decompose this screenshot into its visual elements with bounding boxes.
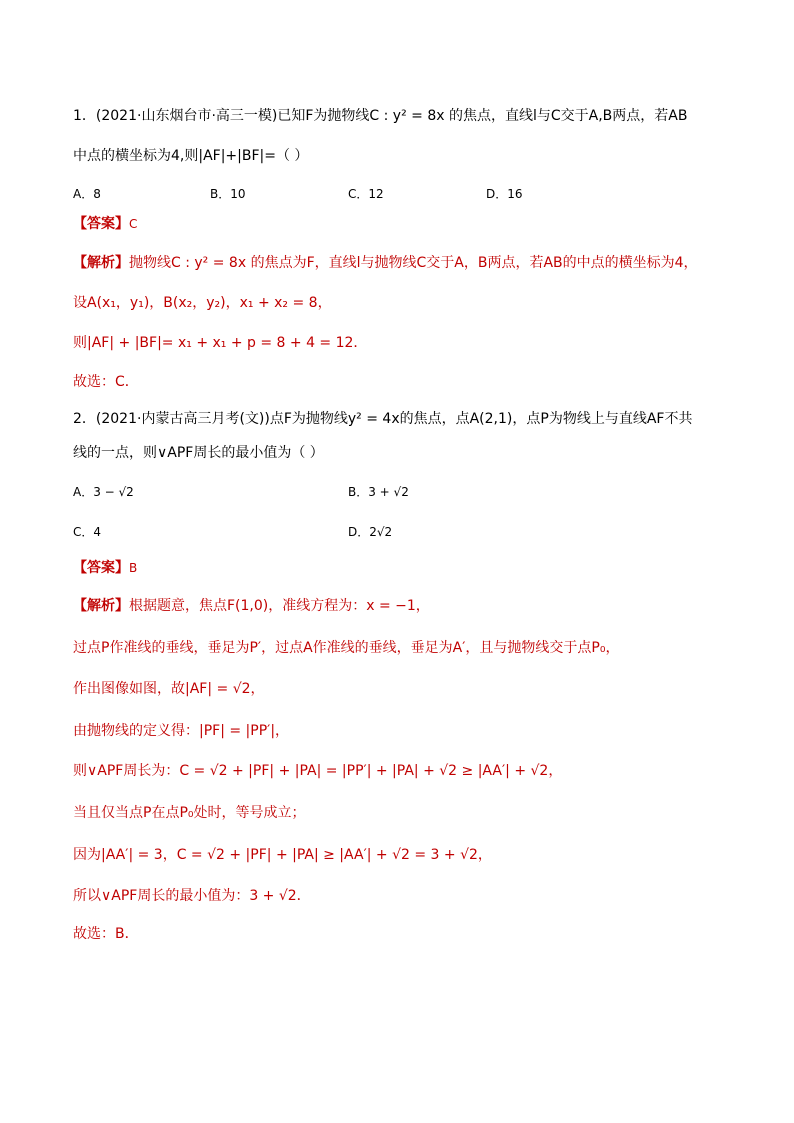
q1-analysis-line-1 [73, 253, 698, 273]
q2-analysis-line-8: 所以∨APF周长的最小值为：3 + √2． [73, 888, 311, 904]
q2-analysis-text-1: 根据题意，焦点F(1,0)，准线方程为：x = −1， [129, 598, 430, 614]
q2-option-d: D．2√2 [348, 525, 393, 539]
q1-analysis-label: 【解析】 [73, 255, 129, 271]
q2-analysis-line-4: 由抛物线的定义得：|PF| = |PP′|， [73, 723, 290, 739]
q1-option-a: A．8 [73, 187, 101, 201]
q2-analysis-line-2: 过点P作准线的垂线，垂足为P′，过点A作准线的垂线，垂足为A′，且与抛物线交于点P₀， [73, 640, 620, 656]
q2-analysis-line-3: 作出图像如图，故|AF| = √2， [73, 681, 265, 697]
q1-answer-label: 【答案】 [73, 216, 129, 232]
q1-option-d: D．16 [486, 187, 523, 201]
q1-option-b: B．10 [210, 187, 246, 201]
q2-option-b: B．3 + √2 [348, 485, 409, 499]
q2-stem-line-2: 线的一点，则∨APF周长的最小值为（ ） [73, 445, 324, 461]
q2-option-c: C．4 [73, 525, 102, 539]
q2-answer [73, 558, 137, 578]
q1-stem-line-2: 中点的横坐标为4,则|AF|+|BF|=（ ） [73, 148, 309, 164]
q1-analysis-text-1: 抛物线C : y² = 8x 的焦点为F，直线l与抛物线C交于A，B两点，若AB的中点的横坐标为4， [129, 255, 698, 271]
q2-stem-line-1: 2．(2021·内蒙古高三月考(文))点F为抛物线y² = 4x的焦点，点A(2,1)，点P为物线上与直线AF不共 [73, 411, 693, 427]
q2-analysis-line-1 [73, 596, 430, 616]
q2-analysis-line-9: 故选：B． [73, 926, 139, 942]
q1-analysis-line-3: 则|AF| + |BF|= x₁ + x₁ + p = 8 + 4 = 12． [73, 335, 368, 351]
q2-analysis-line-6: 当且仅当点P在点P₀处时，等号成立； [73, 805, 306, 821]
q2-analysis-line-5: 则∨APF周长为：C = √2 + |PF| + |PA| = |PP′| + |PA| + √2 ≥ |AA′| + √2， [73, 763, 563, 779]
q1-option-c: C．12 [348, 187, 384, 201]
q2-answer-value: B [129, 561, 138, 575]
q1-analysis-line-4: 故选：C． [73, 374, 139, 390]
q1-analysis-line-2: 设A(x₁，y₁)，B(x₂，y₂)，x₁ + x₂ = 8， [73, 295, 332, 311]
q1-answer [73, 214, 137, 234]
q1-answer-value: C [129, 217, 138, 231]
q2-option-a: A．3 − √2 [73, 485, 134, 499]
q1-stem-line-1: 1．(2021·山东烟台市·高三一模)已知F为抛物线C : y² = 8x 的焦点，直线l与C交于A,B两点，若AB [73, 108, 688, 124]
q2-analysis-line-7: 因为|AA′| = 3，C = √2 + |PF| + |PA| ≥ |AA′| + √2 = 3 + √2， [73, 847, 492, 863]
q2-answer-label: 【答案】 [73, 560, 129, 576]
q2-analysis-label: 【解析】 [73, 598, 129, 614]
